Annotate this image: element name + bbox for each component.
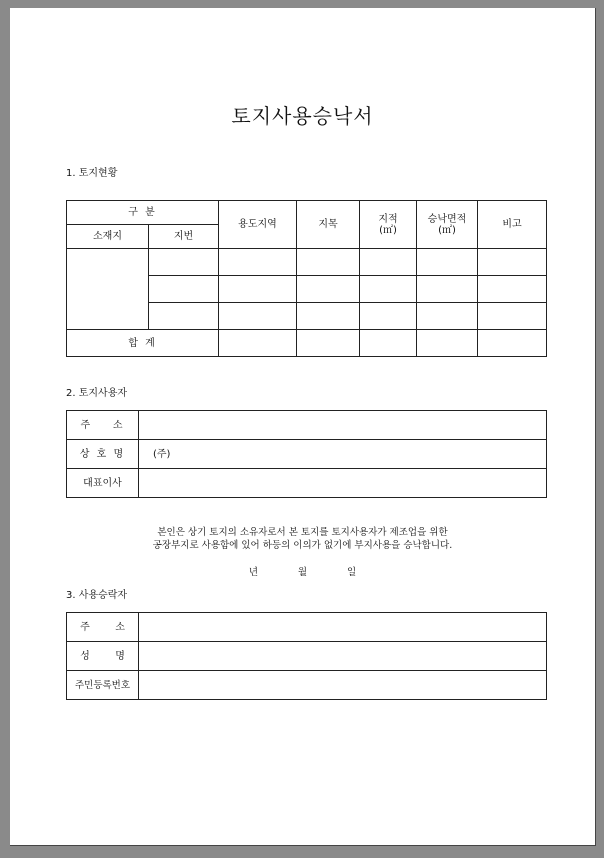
location-cell[interactable] xyxy=(67,249,149,330)
header-area-unit: (㎡) xyxy=(379,224,397,236)
section3-heading: 3. 사용승락자 xyxy=(66,590,128,601)
representative-field[interactable] xyxy=(139,469,547,498)
header-remarks: 비고 xyxy=(478,201,547,249)
user-address-label: 주 소 xyxy=(67,411,139,440)
header-lot: 지번 xyxy=(149,225,219,249)
consenter-table xyxy=(66,612,547,700)
table-row xyxy=(67,249,547,276)
date-month: 월 xyxy=(297,567,308,578)
date-line xyxy=(10,564,595,578)
header-consent-area-unit: (㎡) xyxy=(438,224,456,236)
resident-id-label: 주민등록번호 xyxy=(67,671,139,700)
page-title: 토지사용승낙서 xyxy=(231,104,374,128)
consenter-name-label: 성 명 xyxy=(67,642,139,671)
representative-label: 대표이사 xyxy=(67,469,139,498)
land-status-table xyxy=(66,200,547,357)
header-location: 소재지 xyxy=(67,225,149,249)
statement-line-2: 공장부지로 사용함에 있어 하등의 이의가 없기에 부지사용을 승낙합니다. xyxy=(152,540,453,551)
header-area-label: 지적 xyxy=(378,213,398,225)
user-address-field[interactable] xyxy=(139,411,547,440)
company-name-field[interactable]: (주) xyxy=(139,440,547,469)
total-row xyxy=(67,330,547,357)
section2-heading: 2. 토지사용자 xyxy=(66,388,128,399)
header-area xyxy=(360,201,417,249)
resident-id-field[interactable] xyxy=(139,671,547,700)
date-year: 년 xyxy=(248,567,259,578)
consenter-name-field[interactable] xyxy=(139,642,547,671)
header-consent-area xyxy=(417,201,478,249)
company-name-label: 상 호 명 xyxy=(67,440,139,469)
total-label: 합 계 xyxy=(67,330,219,357)
consenter-address-field[interactable] xyxy=(139,613,547,642)
consenter-address-label: 주 소 xyxy=(67,613,139,642)
land-user-table xyxy=(66,410,547,498)
statement-line-1: 본인은 상기 토지의 소유자로서 본 토지를 토지사용자가 제조업을 위한 xyxy=(157,527,448,538)
header-category: 지목 xyxy=(297,201,360,249)
header-group: 구 분 xyxy=(67,201,219,225)
consent-statement xyxy=(10,526,595,552)
header-consent-area-label: 승낙면적 xyxy=(427,213,467,225)
document-page xyxy=(10,8,596,846)
date-day: 일 xyxy=(346,567,357,578)
section1-heading: 1. 토지현황 xyxy=(66,168,118,179)
header-zoning: 용도지역 xyxy=(219,201,297,249)
